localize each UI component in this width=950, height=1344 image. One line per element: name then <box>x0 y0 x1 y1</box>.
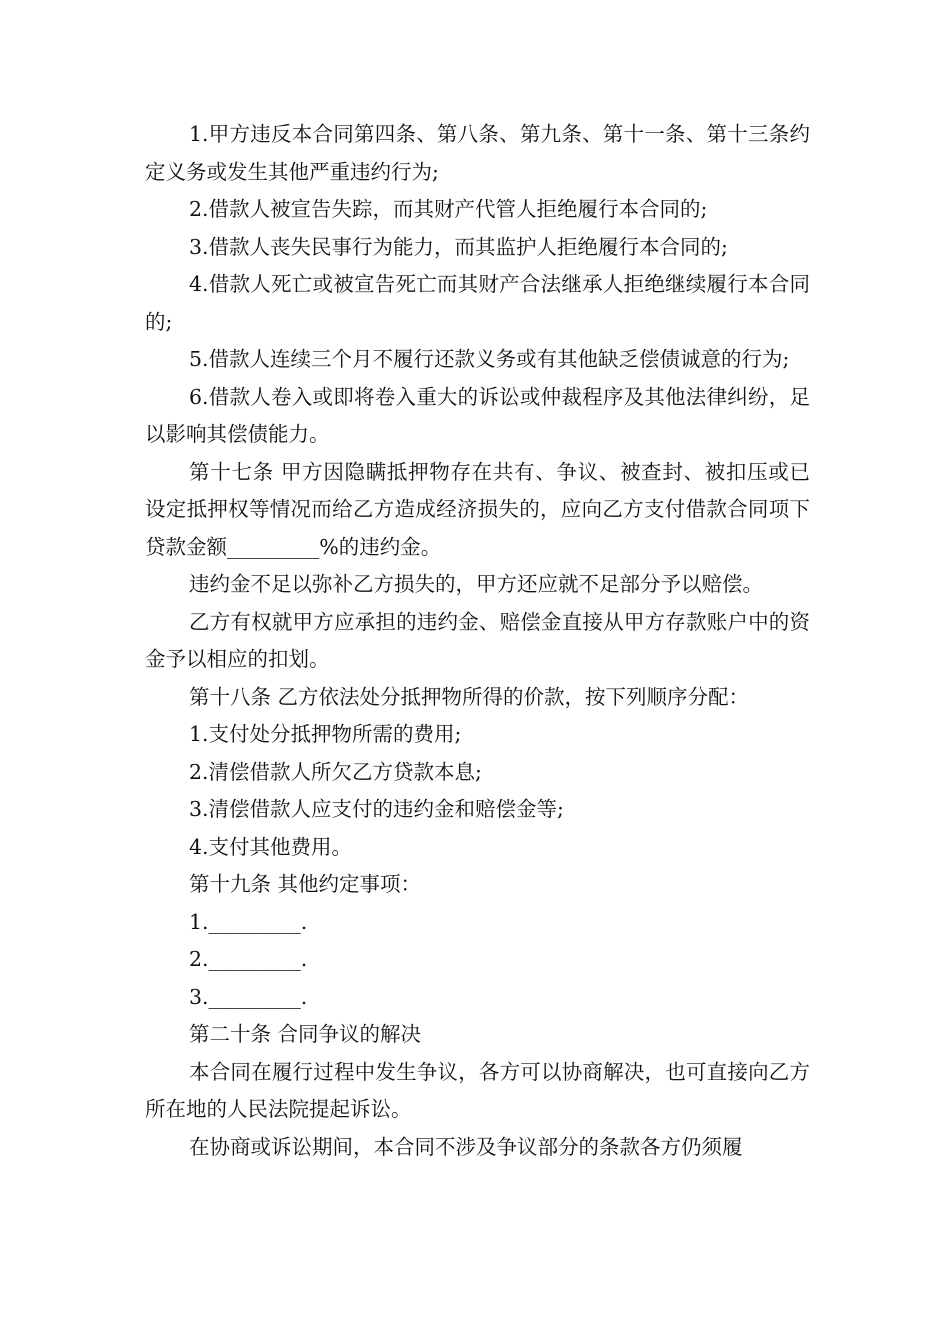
paragraph-penalty-shortfall: 违约金不足以弥补乙方损失的，甲方还应就不足部分予以赔偿。 <box>189 572 763 596</box>
paragraph-dispute-resolution: 本合同在履行过程中发生争议，各方可以协商解决，也可直接向乙方所在地的人民法院提起诉讼。 <box>145 1059 810 1121</box>
paragraph-clause-16-item-2: 2.借款人被宣告失踪，而其财产代管人拒绝履行本合同的; <box>189 197 708 221</box>
paragraph-clause-18-item-4: 4.支付其他费用。 <box>189 834 353 859</box>
paragraph-clause-18: 第十八条 乙方依法处分抵押物所得的价款，按下列顺序分配： <box>189 684 750 709</box>
paragraph-clause-16-item-6: 6.借款人卷入或即将卷入重大的诉讼或仲裁程序及其他法律纠纷，足以影响其偿债能力。 <box>145 384 810 446</box>
paragraph-clause-16-item-5: 5.借款人连续三个月不履行还款义务或有其他缺乏偿债诚意的行为; <box>189 347 790 371</box>
paragraph-clause-19: 第十九条 其他约定事项： <box>189 872 422 896</box>
paragraph-clause-18-item-3: 3.清偿借款人应支付的违约金和赔偿金等; <box>189 797 564 821</box>
paragraph-clause-17: 第十七条 甲方因隐瞒抵押物存在共有、争议、被查封、被扣压或已设定抵押权等情况而给乙方造成经济损失的，应向乙方支付借款合同项下贷款金额_________%的违约金。 <box>145 459 810 559</box>
paragraph-clause-18-item-2: 2.清偿借款人所欠乙方贷款本息; <box>189 759 482 784</box>
paragraph-clause-16-item-1: 1.甲方违反本合同第四条、第八条、第九条、第十一条、第十三条约定义务或发生其他严重违约行为; <box>145 122 810 184</box>
paragraph-deduction-right: 乙方有权就甲方应承担的违约金、赔偿金直接从甲方存款账户中的资金予以相应的扣划。 <box>145 609 810 671</box>
paragraph-clause-19-blank-2: 2._________. <box>189 947 308 971</box>
paragraph-dispute-period: 在协商或诉讼期间，本合同不涉及争议部分的条款各方仍须履 <box>189 1134 743 1159</box>
paragraph-clause-19-blank-3: 3._________. <box>189 984 308 1009</box>
document-body <box>145 116 810 1166</box>
paragraph-clause-20-heading: 第二十条 合同争议的解决 <box>189 1022 422 1046</box>
paragraph-clause-19-blank-1: 1._________. <box>189 909 308 934</box>
paragraph-clause-16-item-3: 3.借款人丧失民事行为能力，而其监护人拒绝履行本合同的; <box>189 234 728 259</box>
paragraph-clause-16-item-4: 4.借款人死亡或被宣告死亡而其财产合法继承人拒绝继续履行本合同的; <box>145 272 810 334</box>
paragraph-clause-18-item-1: 1.支付处分抵押物所需的费用; <box>189 722 462 746</box>
